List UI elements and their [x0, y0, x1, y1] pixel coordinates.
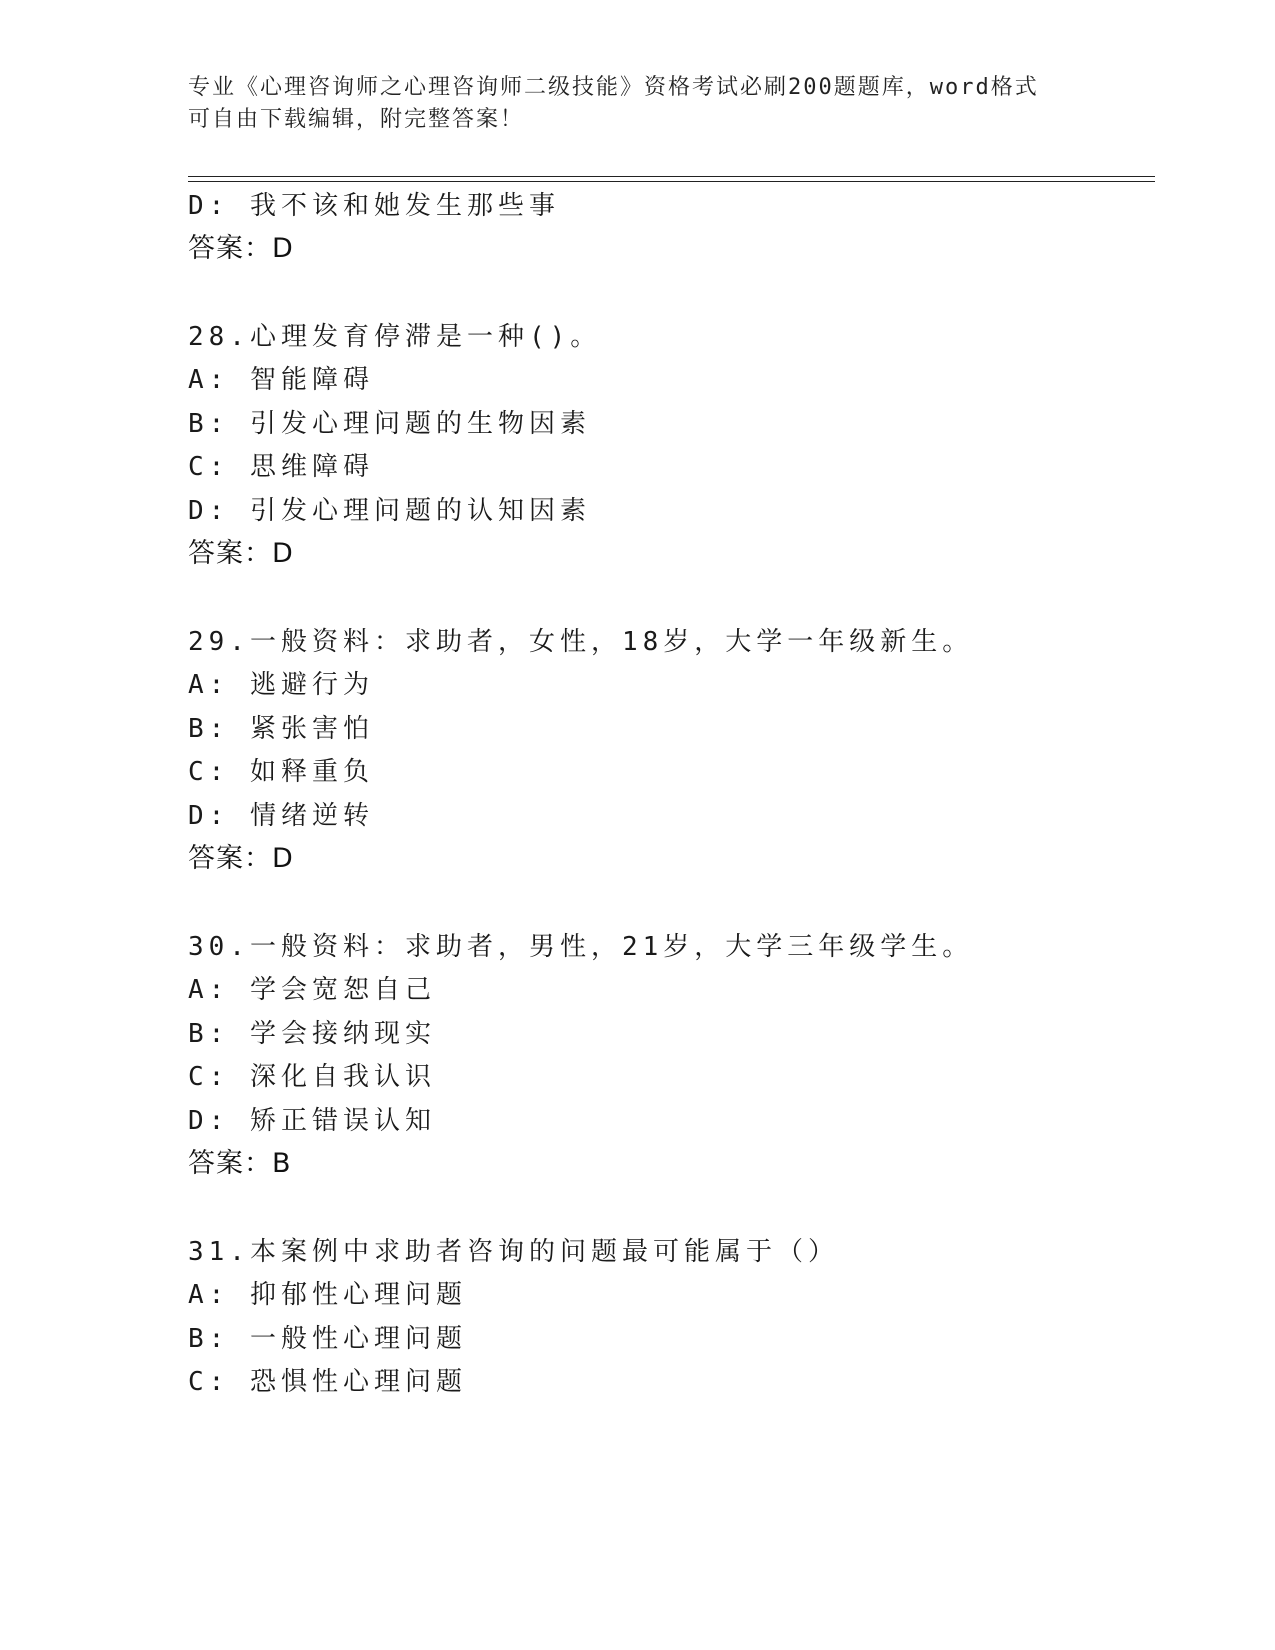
- question-29-answer: 答案：D: [188, 843, 294, 874]
- question-30-answer: 答案：B: [188, 1148, 292, 1179]
- question-30-option-d: D: 矫正错误认知: [188, 1106, 436, 1136]
- question-28-answer: 答案：D: [188, 538, 294, 569]
- answer-line: 答案：D: [188, 233, 294, 264]
- question-31-option-a: A: 抑郁性心理问题: [188, 1280, 467, 1310]
- question-29-stem: 29.一般资料：求助者，女性，18岁，大学一年级新生。: [188, 627, 974, 657]
- question-28-option-c: C: 思维障碍: [188, 452, 374, 482]
- option-d: D: 我不该和她发生那些事: [188, 191, 560, 221]
- header-divider-bottom: [188, 181, 1155, 182]
- question-30-stem: 30.一般资料：求助者，男性，21岁，大学三年级学生。: [188, 932, 974, 962]
- question-30-option-a: A: 学会宽恕自己: [188, 975, 436, 1005]
- question-31-stem: 31.本案例中求助者咨询的问题最可能属于（）: [188, 1237, 839, 1267]
- question-29-option-b: B: 紧张害怕: [188, 714, 374, 744]
- question-29-option-d: D: 情绪逆转: [188, 801, 374, 831]
- question-28-option-b: B: 引发心理问题的生物因素: [188, 409, 591, 439]
- question-29-option-a: A: 逃避行为: [188, 670, 374, 700]
- header-divider-top: [188, 176, 1155, 177]
- question-29-option-c: C: 如释重负: [188, 757, 374, 787]
- question-31-option-c: C: 恐惧性心理问题: [188, 1367, 467, 1397]
- document-header: [188, 72, 1088, 136]
- header-line-2: 可自由下载编辑，附完整答案！: [188, 107, 525, 132]
- question-30-option-b: B: 学会接纳现实: [188, 1019, 436, 1049]
- question-28-stem: 28.心理发育停滞是一种()。: [188, 322, 602, 352]
- question-28-option-d: D: 引发心理问题的认知因素: [188, 496, 591, 526]
- question-31-option-b: B: 一般性心理问题: [188, 1324, 467, 1354]
- question-30-option-c: C: 深化自我认识: [188, 1062, 436, 1092]
- question-28-option-a: A: 智能障碍: [188, 365, 374, 395]
- header-line-1: 专业《心理咨询师之心理咨询师二级技能》资格考试必刷200题题库，word格式: [188, 75, 1039, 100]
